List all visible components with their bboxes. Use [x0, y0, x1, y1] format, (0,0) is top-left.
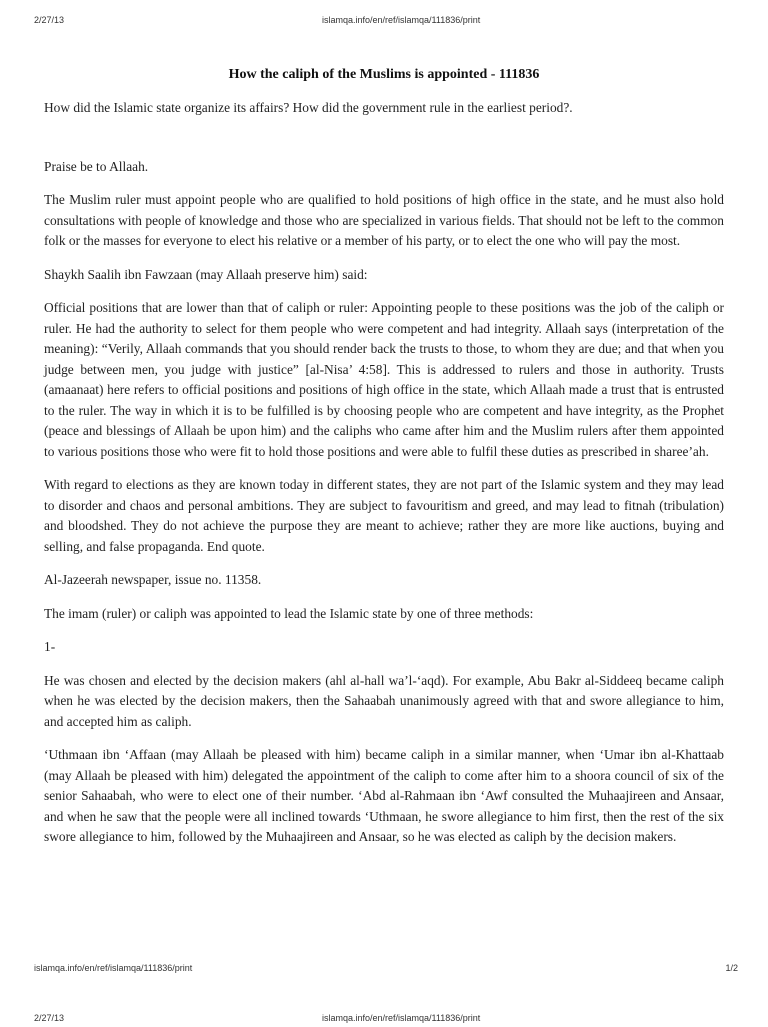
print-footer: [0, 963, 768, 977]
next-header-date: 2/27/13: [34, 1013, 65, 1023]
paragraph-ruler-duties: The Muslim ruler must appoint people who are qualified to hold positions of high office in the state, and he must also hold consultations with people of knowledge and those who are specialized in various fields. That should not be left to the common folk or the masses for everyone to elect his relative or a member of his party, or to elect the one who will pay the most.: [44, 192, 724, 248]
print-header: [0, 15, 768, 29]
next-header-url: islamqa.info/en/ref/islamqa/111836/print: [322, 1013, 481, 1023]
document-body: [44, 66, 724, 861]
paragraph-shaykh-said: Shaykh Saalih ibn Fawzaan (may Allaah preserve him) said:: [44, 266, 368, 282]
paragraph-three-methods: The imam (ruler) or caliph was appointed to lead the Islamic state by one of three methods:: [44, 605, 534, 621]
header-url: islamqa.info/en/ref/islamqa/111836/print: [322, 15, 481, 25]
paragraph-method-one: He was chosen and elected by the decision makers (ahl al-hall wa’l-‘aqd). For example, Abu Bakr al-Siddeeq became caliph when he was elected by the decision makers, then the Sahaabah unanimously agreed with that and swore allegiance to him, and accepted him as caliph.: [44, 672, 724, 729]
footer-url: islamqa.info/en/ref/islamqa/111836/print: [34, 963, 193, 973]
header-date: 2/27/13: [34, 15, 65, 25]
paragraph-uthmaan: ‘Uthmaan ibn ‘Affaan (may Allaah be pleased with him) became caliph in a similar manner, when ‘Umar ibn al-Khattaab (may Allaah be pleased with him) delegated the appointment of the caliph to come after him to a shoora council of six of the senior Sahaabah, who were to elect one of their number. ‘Abd al-Rahmaan ibn ‘Awf consulted the Muhaajireen and Ansaar, and when he saw that the people were all inclined towards ‘Uthmaan, he swore allegiance to him first, then the rest of the six swore allegiance to him, followed by the Muhaajireen and Ansaar, so he was elected as caliph by the decision makers.: [44, 747, 724, 844]
paragraph-praise: Praise be to Allaah.: [44, 158, 149, 174]
paragraph-elections: With regard to elections as they are known today in different states, they are not part of the Islamic system and they may lead to disorder and chaos and personal ambitions. They are subject to favouritism and greed, and may lead to fitnah (tribulation) and bloodshed. They do not achieve the purpose they are meant to achieve; rather they are more like auctions, buying and selling, and false propaganda. End quote.: [44, 477, 724, 554]
page-title: How the caliph of the Muslims is appointed - 111836: [228, 67, 540, 82]
paragraph-official-positions: Official positions that are lower than that of caliph or ruler: Appointing people to these positions was the job of the caliph or ruler. He had the authority to select for them people who were competent and had integrity. Allaah says (interpretation of the meaning): “Verily, Allaah commands that you should render back the trusts to those, to whom they are due; and that when you judge between men, you judge with justice” [al-Nisa’ 4:58]. This is addressed to rulers and those in authority. Trusts (amaanaat) here refers to official positions and positions of high office in the state, which Allaah made a trust that is entrusted to the ruler. The way in which it is to be fulfilled is by choosing people who are competent and have integrity, as the Prophet (peace and blessings of Allaah be upon him) and the caliphs who came after him and the Muslim rulers after them appointed to various positions those who were fit to hold those positions and were able to fulfil these duties as prescribed in sharee’ah.: [44, 300, 724, 459]
footer-page-number: 1/2: [725, 963, 738, 973]
paragraph-source: Al-Jazeerah newspaper, issue no. 11358.: [44, 572, 262, 587]
question-text: How did the Islamic state organize its affairs? How did the government rule in the earliest period?.: [44, 100, 573, 115]
next-page-header: [0, 1013, 768, 1027]
list-number-1: 1-: [44, 639, 56, 654]
